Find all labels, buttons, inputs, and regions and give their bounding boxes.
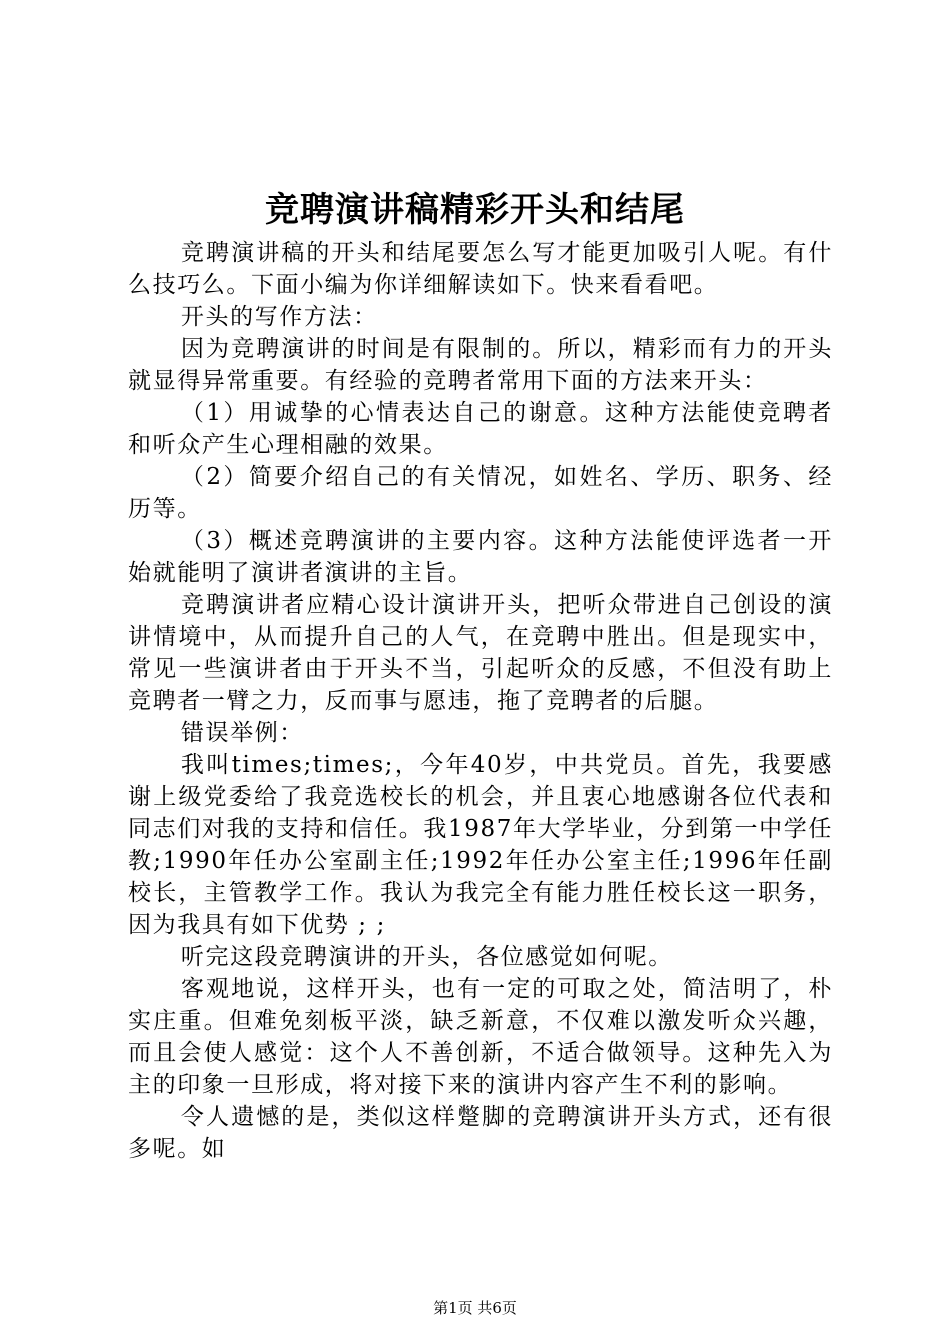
page-number: 第1页 共6页 [433,1299,517,1317]
paragraph-wrong-example-heading: 错误举例： [180,720,304,746]
paragraph-design-opening: 竞聘演讲者应精心设计演讲开头，把听众带进自己创设的演讲情境中，从而提升自己的人气，在竞聘中胜出。但是现实中，常见一些演讲者由于开头不当，引起听众的反感，不但没有助上竞聘者一臂之力，反而事与愿违，拖了竞聘者的后腿。 [128,592,833,714]
paragraph-method-3: （3）概述竞聘演讲的主要内容。这种方法能使评选者一开始就能明了演讲者演讲的主旨。 [128,528,833,586]
document-body [128,237,833,1165]
paragraph-method-1: （1）用诚挚的心情表达自己的谢意。这种方法能使竞聘者和听众产生心理相融的效果。 [128,400,833,458]
paragraph-method-2: （2）简要介绍自己的有关情况，如姓名、学历、职务、经历等。 [128,464,833,522]
paragraph-opening-method-heading: 开头的写作方法： [180,304,378,330]
document-title: 竞聘演讲稿精彩开头和结尾 [265,190,685,230]
paragraph-analysis: 客观地说，这样开头，也有一定的可取之处，简洁明了，朴实庄重。但难免刻板平淡，缺乏新意，不仅难以激发听众兴趣，而且会使人感觉：这个人不善创新，不适合做领导。这种先入为主的印象一旦形成，将对接下来的演讲内容产生不利的影响。 [128,976,833,1098]
paragraph-wrong-example: 我叫times;times;，今年40岁，中共党员。首先，我要感谢上级党委给了我竞选校长的机会，并且衷心地感谢各位代表和同志们对我的支持和信任。我1987年大学毕业，分到第一中学任教;1990年任办公室副主任;1992年任办公室主任;1996年任副校长，主管教学工作。我认为我完全有能力胜任校长这一职务，因为我具有如下优势 ; ; [128,752,833,938]
paragraph-intro: 竞聘演讲稿的开头和结尾要怎么写才能更加吸引人呢。有什么技巧么。下面小编为你详细解读如下。快来看看吧。 [128,240,833,298]
paragraph-time-limit: 因为竞聘演讲的时间是有限制的。所以，精彩而有力的开头就显得异常重要。有经验的竞聘者常用下面的方法来开头： [128,336,833,394]
paragraph-question: 听完这段竞聘演讲的开头，各位感觉如何呢。 [180,944,673,970]
paragraph-regret: 令人遗憾的是，类似这样蹩脚的竞聘演讲开头方式，还有很多呢。如 [128,1104,833,1162]
